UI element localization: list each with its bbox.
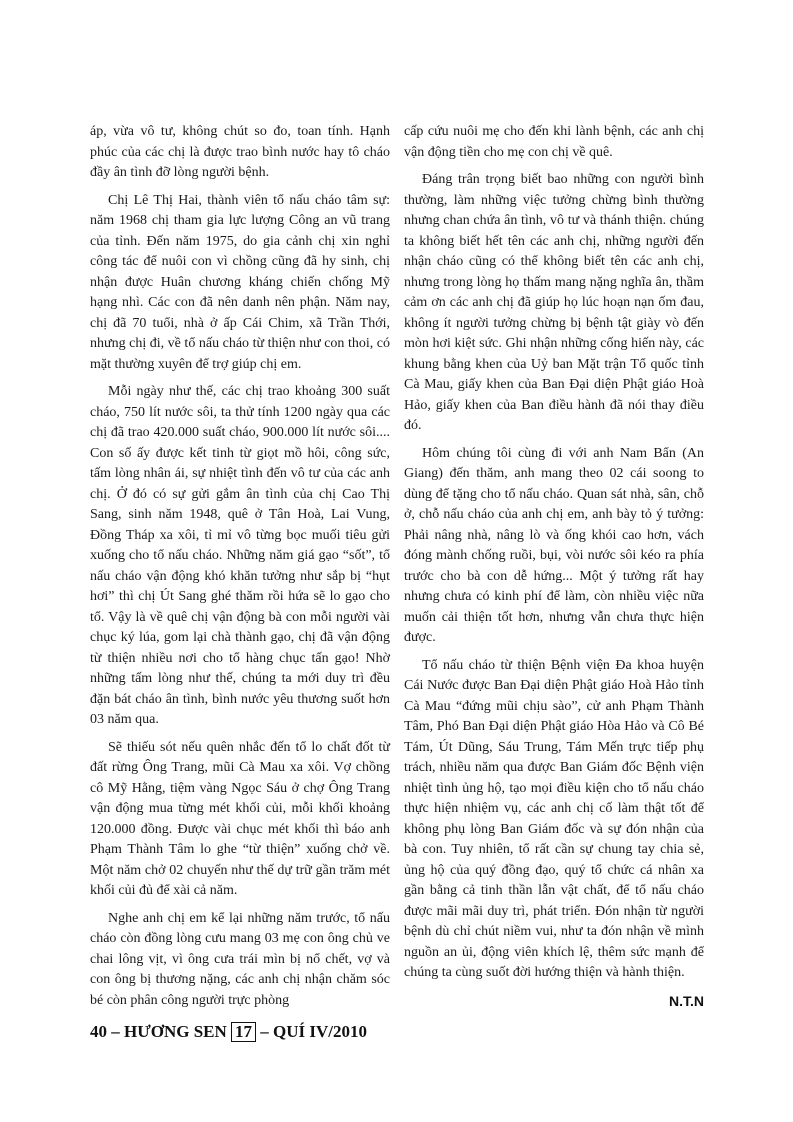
footer-separator: – [260,1022,269,1041]
author-signature: N.T.N [669,992,704,1009]
article-column-left [90,122,390,1018]
footer-separator: – [111,1022,120,1041]
page-number: 40 [90,1022,107,1041]
magazine-name: HƯƠNG SEN [124,1022,227,1041]
page-footer [90,1022,367,1042]
paragraph: cấp cứu nuôi mẹ cho đến khi lành bệnh, các anh chị vận động tiền cho mẹ con chị về quê. [404,124,704,160]
article-column-right [404,122,704,1011]
paragraph: Đáng trân trọng biết bao những con người bình thường, làm những việc tưởng chừng bình thường nhưng chan chứa ân tình, vô tư và thánh thiện. chúng ta không biết hết tên các anh chị, những người đến nhận cháo cũng có thể không biết tên các anh chị, nhưng trong lòng họ thấm mang nặng nghĩa ân, thầm cảm ơn các anh chị đã giúp họ lúc hoạn nạn ốm đau, không ít người tưởng chừng bị bệnh tật giày vò đến mòn hơi kiệt sức. Ghi nhận những cống hiến này, các khung bằng khen của Uỷ ban Mặt trận Tổ quốc tỉnh Cà Mau, giấy khen của Ban Đại diện Phật giáo Hoà Hảo, giấy khen của Ban điều hành đã nói thay điều đó. [404,172,704,433]
issue-quarter: QUÍ IV/2010 [273,1022,368,1041]
paragraph: Nghe anh chị em kể lại những năm trước, tổ nấu cháo còn đồng lòng cưu mang 03 mẹ con ông chủ ve chai lông vịt, vì ông cưa trái mìn bị nổ chết, vợ và con ông bị thương nặng, các anh chị nhận chăm sóc bé còn phân công người trực phòng [90,910,390,1008]
paragraph: Hôm chúng tôi cùng đi với anh Nam Bẩn (An Giang) đến thăm, anh mang theo 02 cái soong to dùng để tặng cho tổ nấu cháo. Quan sát nhà, sân, chỗ ở, chỗ nấu cháo của anh chị em, anh bày tỏ ý tưởng: Phải nâng nhà, nâng lò và ống khói cao hơn, vách đóng mành chống ruồi, bụi, vòi nước sôi kéo ra phía trước cho bà con dễ hứng... Một ý tưởng rất hay nhưng chưa có kinh phí để làm, còn nhiều việc nữa muốn cải thiện tốt hơn, nhưng vẫn chưa thực hiện được. [404,445,704,645]
paragraph: Chị Lê Thị Hai, thành viên tổ nấu cháo tâm sự: năm 1968 chị tham gia lực lượng Công an vũ trang của tỉnh. Đến năm 1975, do gia cảnh chị xin nghỉ công tác để nuôi con vì chồng cũng đã hy sinh, chị nhận được Huân chương kháng chiến chống Mỹ hạng nhì. Các con đã nên danh nên phận. Năm nay, chị đã 70 tuổi, nhà ở ấp Cái Chim, xã Trần Thới, nhưng chị đi, về tổ nấu cháo từ thiện như con thoi, có mặt thường xuyên để trợ giúp chị em. [90,192,390,372]
issue-number: 17 [231,1022,256,1042]
paragraph: Tổ nấu cháo từ thiện Bệnh viện Đa khoa huyện Cái Nước được Ban Đại diện Phật giáo Hoà Hảo tỉnh Cà Mau “đứng mũi chịu sào”, cử anh Phạm Thành Tâm, Phó Ban Đại diện Phật giáo Hòa Hảo và Cô Bé Tám, Út Dũng, Sáu Trung, Tám Mến trực tiếp phụ trách, nhiều năm qua được Ban Giám đốc Bệnh viện nhiệt tình ủng hộ, tạo mọi điều kiện cho tổ nấu cháo thực hiện nhiệm vụ, các anh chị cố làm thật tốt để không phụ lòng Ban Giám đốc và sự đón nhận của bà con. Tuy nhiên, tổ rất cần sự chung tay chia sẻ, ủng hộ của quý đồng đạo, quý tổ chức cá nhân xa gần bằng cả tinh thần lẫn vật chất, để tổ nấu cháo được mãi mãi duy trì, phát triển. Đón nhận từ người bệnh dù chỉ chút niềm vui, như ta đón nhận về mình nguồn an ủi, động viên khích lệ, thêm sức mạnh để chúng ta cùng suốt đời hướng thiện và hành thiện. [404,657,704,980]
paragraph: Mỗi ngày như thế, các chị trao khoảng 300 suất cháo, 750 lít nước sôi, ta thử tính 1200 ngày qua các chị đã trao 420.000 suất cháo, 900.000 lít nước sôi.... Con số ấy được kết tinh từ giọt mồ hôi, công sức, tấm lòng nhân ái, sự nhiệt tình đến vô tư của các anh chị. Ở đó có sự gửi gắm ân tình của chị Cao Thị Sang, sinh năm 1948, quê ở Tân Hoà, Lai Vung, Đồng Tháp xa xôi, tỉ mỉ vô từng bọc muối tiêu gửi xuống cho tổ nấu cháo. Những năm giá gạo “sốt”, tổ nấu cháo vận động khó khăn tưởng như sắp bị “hụt hơi” thì chị Út Sang ghé thăm rồi hứa sẽ lo gạo cho tổ. Vậy là về quê chị vận động bà con mỗi người vài chục ký lúa, gom lại chà thành gạo, chị đã vận động từ thiện nhiều nơi cho tổ hàng chục tấn gạo! Nhờ những tấm lòng như thế, chúng ta mới duy trì đều đặn bát cháo ân tình, bình nước yêu thương suốt hơn 03 năm qua. [90,384,390,727]
paragraph: áp, vừa vô tư, không chút so đo, toan tính. Hạnh phúc của các chị là được trao bình nước hay tô cháo đầy ân tình đỡ lòng người bệnh. [90,124,390,180]
paragraph: Sẽ thiếu sót nếu quên nhắc đến tổ lo chất đốt từ đất rừng Ông Trang, mũi Cà Mau xa xôi. Vợ chồng cô Mỹ Hằng, tiệm vàng Ngọc Sáu ở chợ Ông Trang vận động mua từng mét khối củi, mỗi khối khoảng 120.000 đồng. Được vài chục mét khối thì báo anh Phạm Thành Tâm lo ghe “từ thiện” xuống chở về. Một năm chở 02 chuyến như thế dự trữ gần trăm mét khối củi đủ để xài cả năm. [90,739,390,898]
